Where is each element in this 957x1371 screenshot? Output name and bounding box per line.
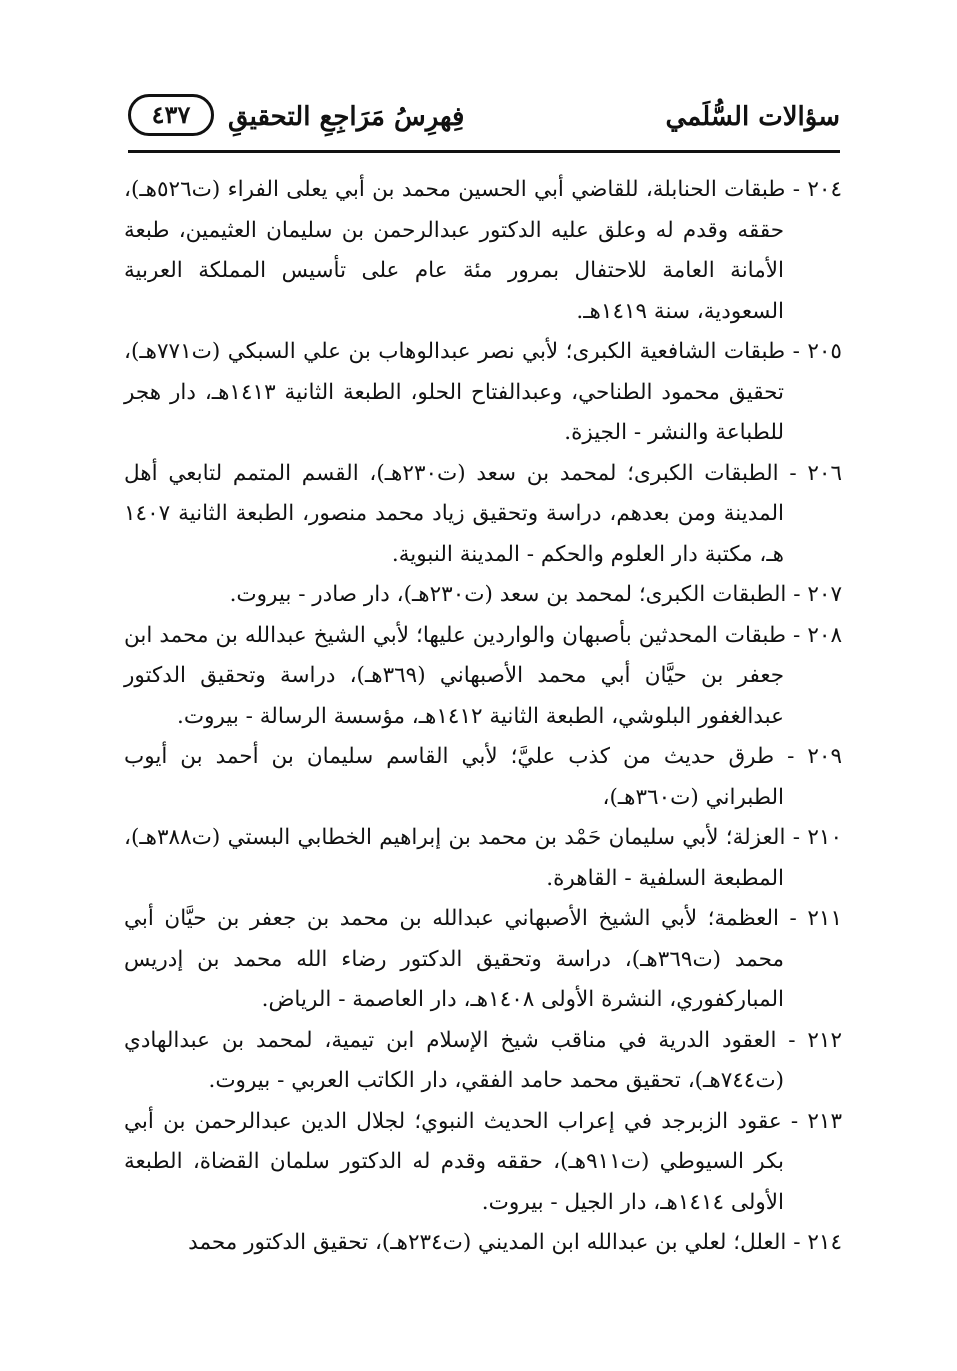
section-title: فِهرِسُ مَرَاجِعِ التحقيقِ xyxy=(228,102,465,132)
entry-number: ٢٠٤ xyxy=(807,177,842,202)
entry-number: ٢١٠ xyxy=(807,825,842,850)
entry-number: ٢٠٦ xyxy=(807,460,842,486)
entry-number: ٢١٤ xyxy=(807,1230,842,1255)
entry-text: طبقات الشافعية الكبرى؛ لأبي نصر عبدالوهاب بن علي السبكي (ت٧٧١هـ)، تحقيق محمود الطناحي، وعبدالفتاح الحلو، الطبعة الثانية ١٤١٣هـ، دار هجر للطباعة والنشر - الجيزة. xyxy=(124,339,786,445)
references-list xyxy=(124,170,842,1264)
entry-number: ٢١١ xyxy=(807,906,842,931)
running-title: سؤالات السُّلَمي xyxy=(665,102,840,132)
entry-number: ٢١٢ xyxy=(807,1027,842,1053)
entry-text: طبقات الحنابلة، للقاضي أبي الحسين محمد بن أبي يعلى الفراء (ت٥٢٦هـ)، حققه وقدم له وعلق عليه الدكتور عبدالرحمن بن سليمان العثيمين، طبعة الأمانة العامة للاحتفال بمرور مئة عام على تأسيس المملكة العربية السعودية، سنة ١٤١٩هـ. xyxy=(124,177,786,324)
entry-text: العلل؛ لعلي بن عبدالله ابن المديني (ت٢٣٤هـ)، تحقيق الدكتور محمد xyxy=(188,1230,787,1255)
entry-text: عقود الزبرجد في إعراب الحديث النبوي؛ لجلال الدين عبدالرحمن بن أبي بكر السيوطي (ت٩١١هـ)، حققه وقدم له الدكتور سلمان القضاة، الطبعة الأولى ١٤١٤هـ، دار الجيل - بيروت. xyxy=(124,1108,784,1215)
reference-entry: ٢٠٥ - طبقات الشافعية الكبرى؛ لأبي نصر عبدالوهاب بن علي السبكي (ت٧٧١هـ)، تحقيق محمود الطناحي، وعبدالفتاح الحلو، الطبعة الثانية ١٤١٣هـ، دار هجر للطباعة والنشر - الجيزة. xyxy=(124,339,842,445)
reference-entry: ٢٠٧ - الطبقات الكبرى؛ لمحمد بن سعد (ت٢٣٠هـ)، دار صادر - بيروت. xyxy=(229,582,842,607)
entry-number: ٢١٣ xyxy=(807,1108,842,1134)
page-header xyxy=(128,88,840,148)
reference-entry: ٢٠٩ - طرق حديث من كذب عليَّ؛ لأبي القاسم سليمان بن أحمد بن أيوب الطبراني (ت٣٦٠هـ)، xyxy=(124,744,842,810)
entry-number: ٢٠٩ xyxy=(807,744,842,769)
reference-entry: ٢٠٨ - طبقات المحدثين بأصبهان والواردين عليها؛ لأبي الشيخ عبدالله بن محمد ابن جعفر بن حيَّان أبي محمد الأصبهاني (٣٦٩هـ)، دراسة وتحقيق الدكتور عبدالغفور البلوشي، الطبعة الثانية ١٤١٢هـ، مؤسسة الرسالة - بيروت. xyxy=(124,622,842,729)
reference-entry: ٢١٢ - العقود الدرية في مناقب شيخ الإسلام ابن تيمية، لمحمد بن عبدالهادي (ت٧٤٤هـ)، تحقيق محمد حامد الفقي، دار الكاتب العربي - بيروت. xyxy=(124,1027,842,1093)
entry-text: طرق حديث من كذب عليَّ؛ لأبي القاسم سليمان بن أحمد بن أيوب الطبراني (ت٣٦٠هـ)، xyxy=(124,744,784,810)
entry-text: الطبقات الكبرى؛ لمحمد بن سعد (ت٢٣٠هـ)، القسم المتمم لتابعي أهل المدينة ومن بعدهم، دراسة وتحقيق زياد محمد منصور، الطبعة الثانية ١٤٠٧ هـ، مكتبة دار العلوم والحكم - المدينة النبوية. xyxy=(124,460,784,567)
reference-entry: ٢١٤ - العلل؛ لعلي بن عبدالله ابن المديني (ت٢٣٤هـ)، تحقيق الدكتور محمد xyxy=(188,1230,842,1255)
reference-entry: ٢٠٤ - طبقات الحنابلة، للقاضي أبي الحسين محمد بن أبي يعلى الفراء (ت٥٢٦هـ)، حققه وقدم له وعلق عليه الدكتور عبدالرحمن بن سليمان العثيمين، طبعة الأمانة العامة للاحتفال بمرور مئة عام على تأسيس المملكة العربية السعودية، سنة ١٤١٩هـ. xyxy=(124,177,842,324)
header-rule xyxy=(128,150,840,153)
entry-text: العزلة؛ لأبي سليمان حَمْد بن محمد بن إبراهيم الخطابي البستي (ت٣٨٨هـ)، المطبعة السلفية - القاهرة. xyxy=(124,825,786,891)
entry-text: العقود الدرية في مناقب شيخ الإسلام ابن تيمية، لمحمد بن عبدالهادي (ت٧٤٤هـ)، تحقيق محمد حامد الفقي، دار الكاتب العربي - بيروت. xyxy=(124,1027,784,1093)
entry-text: الطبقات الكبرى؛ لمحمد بن سعد (ت٢٣٠هـ)، دار صادر - بيروت. xyxy=(229,582,787,607)
entry-number: ٢٠٧ xyxy=(807,582,842,607)
reference-entry: ٢١٠ - العزلة؛ لأبي سليمان حَمْد بن محمد بن إبراهيم الخطابي البستي (ت٣٨٨هـ)، المطبعة السلفية - القاهرة. xyxy=(124,825,842,891)
entry-text: طبقات المحدثين بأصبهان والواردين عليها؛ لأبي الشيخ عبدالله بن محمد ابن جعفر بن حيَّان أبي محمد الأصبهاني (٣٦٩هـ)، دراسة وتحقيق الدكتور عبدالغفور البلوشي، الطبعة الثانية ١٤١٢هـ، مؤسسة الرسالة - بيروت. xyxy=(124,622,786,729)
reference-entry: ٢١١ - العظمة؛ لأبي الشيخ الأصبهاني عبدالله بن محمد بن جعفر بن حيَّان أبي محمد (ت٣٦٩هـ)، دراسة وتحقيق الدكتور رضاء الله محمد بن إدريس المباركفوري، النشرة الأولى ١٤٠٨هـ، دار العاصمة - الرياض. xyxy=(124,906,842,1012)
reference-entry: ٢٠٦ - الطبقات الكبرى؛ لمحمد بن سعد (ت٢٣٠هـ)، القسم المتمم لتابعي أهل المدينة ومن بعدهم، دراسة وتحقيق زياد محمد منصور، الطبعة الثانية ١٤٠٧ هـ، مكتبة دار العلوم والحكم - المدينة النبوية. xyxy=(124,460,842,567)
reference-entry: ٢١٣ - عقود الزبرجد في إعراب الحديث النبوي؛ لجلال الدين عبدالرحمن بن أبي بكر السيوطي (ت٩١١هـ)، حققه وقدم له الدكتور سلمان القضاة، الطبعة الأولى ١٤١٤هـ، دار الجيل - بيروت. xyxy=(124,1108,842,1215)
entry-text: العظمة؛ لأبي الشيخ الأصبهاني عبدالله بن محمد بن جعفر بن حيَّان أبي محمد (ت٣٦٩هـ)، دراسة وتحقيق الدكتور رضاء الله محمد بن إدريس المباركفوري، النشرة الأولى ١٤٠٨هـ، دار العاصمة - الرياض. xyxy=(124,906,784,1012)
page-number: ٤٣٧ xyxy=(128,94,214,136)
entry-number: ٢٠٥ xyxy=(807,339,842,364)
entry-number: ٢٠٨ xyxy=(807,622,842,648)
